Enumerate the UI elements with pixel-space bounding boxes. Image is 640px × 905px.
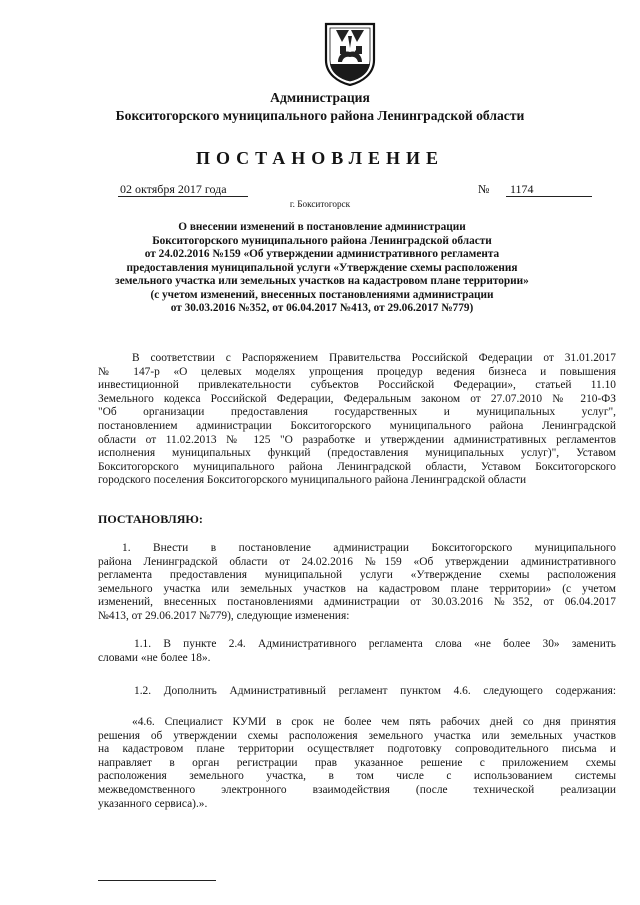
quote-line: «4.6. Специалист КУМИ в срок не более чем пять рабочих дней со дня принятия — [132, 716, 616, 728]
preamble-line: городского поселения Бокситогорского муниципального района Ленинградской области — [98, 474, 527, 487]
quote-line: расположения земельного участка, в том числе с использованием системы — [98, 770, 616, 783]
quote-line: направляет в орган регистрации прав указанное решение с приложением схемы — [98, 756, 616, 769]
preamble-line: Бокситогорского муниципального района Ленинградской области, Уставом Бокситогорского — [98, 460, 616, 473]
quote-line: межведомственного электронного взаимодействия (после технической реализации — [98, 783, 616, 796]
item-1-line: регламента предоставления муниципальной услуги «Утверждение схемы расположения — [98, 569, 616, 582]
subject-line: предоставления муниципальной услуги «Утверждение схемы расположения — [126, 261, 518, 274]
preamble-line: "Об организации предоставления государственных и муниципальных услуг", — [98, 406, 616, 419]
preamble-line: В соответствии с Распоряжением Правительства Российской Федерации от 31.01.2017 — [132, 352, 616, 364]
footnote-separator — [98, 880, 216, 881]
item-1-line: 1. Внести в постановление администрации Бокситогорского муниципального — [122, 542, 616, 554]
item-1-line: №413, от 29.06.2017 №779), следующие изменения: — [98, 609, 350, 622]
item-1-paragraph — [98, 542, 616, 624]
subject-line: Бокситогорского муниципального района Ленинградской области — [152, 234, 492, 247]
item-1-2-line: 1.2. Дополнить Административный регламент пунктом 4.6. следующего содержания: — [134, 685, 616, 697]
item-1-1-paragraph — [98, 638, 616, 665]
item-1-line: земельного участка или земельных участков на кадастровом плане территории» (с учетом — [98, 582, 616, 595]
document-city: г. Бокситогорск — [289, 199, 351, 209]
document-number: 1174 — [506, 182, 592, 197]
preamble-line: исполнения муниципальных функций (предоставления муниципальных услуг)", Уставом — [98, 447, 616, 460]
quote-paragraph — [98, 716, 616, 811]
preamble-line: постановлением администрации Бокситогорского муниципального района Ленинградской — [98, 419, 616, 432]
preamble-line: инвестиционной привлекательности субъектов Российской Федерации», статьей 11.10 — [98, 379, 616, 392]
item-1-1-line: 1.1. В пункте 2.4. Административного регламента слова «не более 30» заменить — [134, 638, 616, 650]
preamble-line: Земельного кодекса Российской Федерации, Федеральным законом от 27.07.2010 № 210-ФЗ — [98, 392, 616, 405]
preamble-line: области от 11.02.2013 № 125 "О разработке и утверждении административных регламентов — [98, 433, 616, 446]
decree-subject — [112, 221, 532, 316]
item-1-line: изменений, внесенных постановлениями администрации от 30.03.2016 №352, от 06.04.2017 — [98, 596, 616, 609]
document-date: 02 октября 2017 года — [118, 182, 248, 197]
preamble-paragraph — [98, 352, 616, 488]
item-1-2-paragraph — [98, 685, 616, 699]
item-1-1-line: словами «не более 18». — [98, 651, 211, 664]
subject-line: (с учетом изменений, внесенных постановлениями администрации — [150, 288, 494, 301]
preamble-line: № 147-р «О целевых моделях упрощения процедур ведения бизнеса и повышения — [98, 365, 616, 378]
quote-line: решения об утверждении схемы расположения земельного участка или земельных участков — [98, 729, 616, 742]
document-number-label: № — [478, 182, 490, 196]
document-title: ПОСТАНОВЛЕНИЕ — [195, 148, 445, 168]
quote-line: указанного сервиса).». — [98, 797, 208, 810]
subject-line: земельного участка или земельных участков на кадастровом плане территории» — [115, 275, 529, 287]
coat-of-arms-icon — [322, 22, 378, 86]
org-title-line-2: Бокситогорского муниципального района Ленинградской области — [115, 108, 525, 123]
decree-word: ПОСТАНОВЛЯЮ: — [98, 512, 203, 526]
subject-line: от 24.02.2016 №159 «Об утверждении административного регламента — [144, 248, 500, 260]
subject-line: от 30.03.2016 №352, от 06.04.2017 №413, от 29.06.2017 №779) — [170, 302, 474, 314]
org-title-line-1: Администрация — [270, 90, 370, 105]
item-1-line: района Ленинградской области от 24.02.2016 №159 «Об утверждении административного — [98, 555, 616, 568]
quote-line: на кадастровом плане территории осуществляет подготовку сопроводительного письма и — [98, 743, 616, 756]
subject-line: О внесении изменений в постановление администрации — [178, 221, 466, 233]
